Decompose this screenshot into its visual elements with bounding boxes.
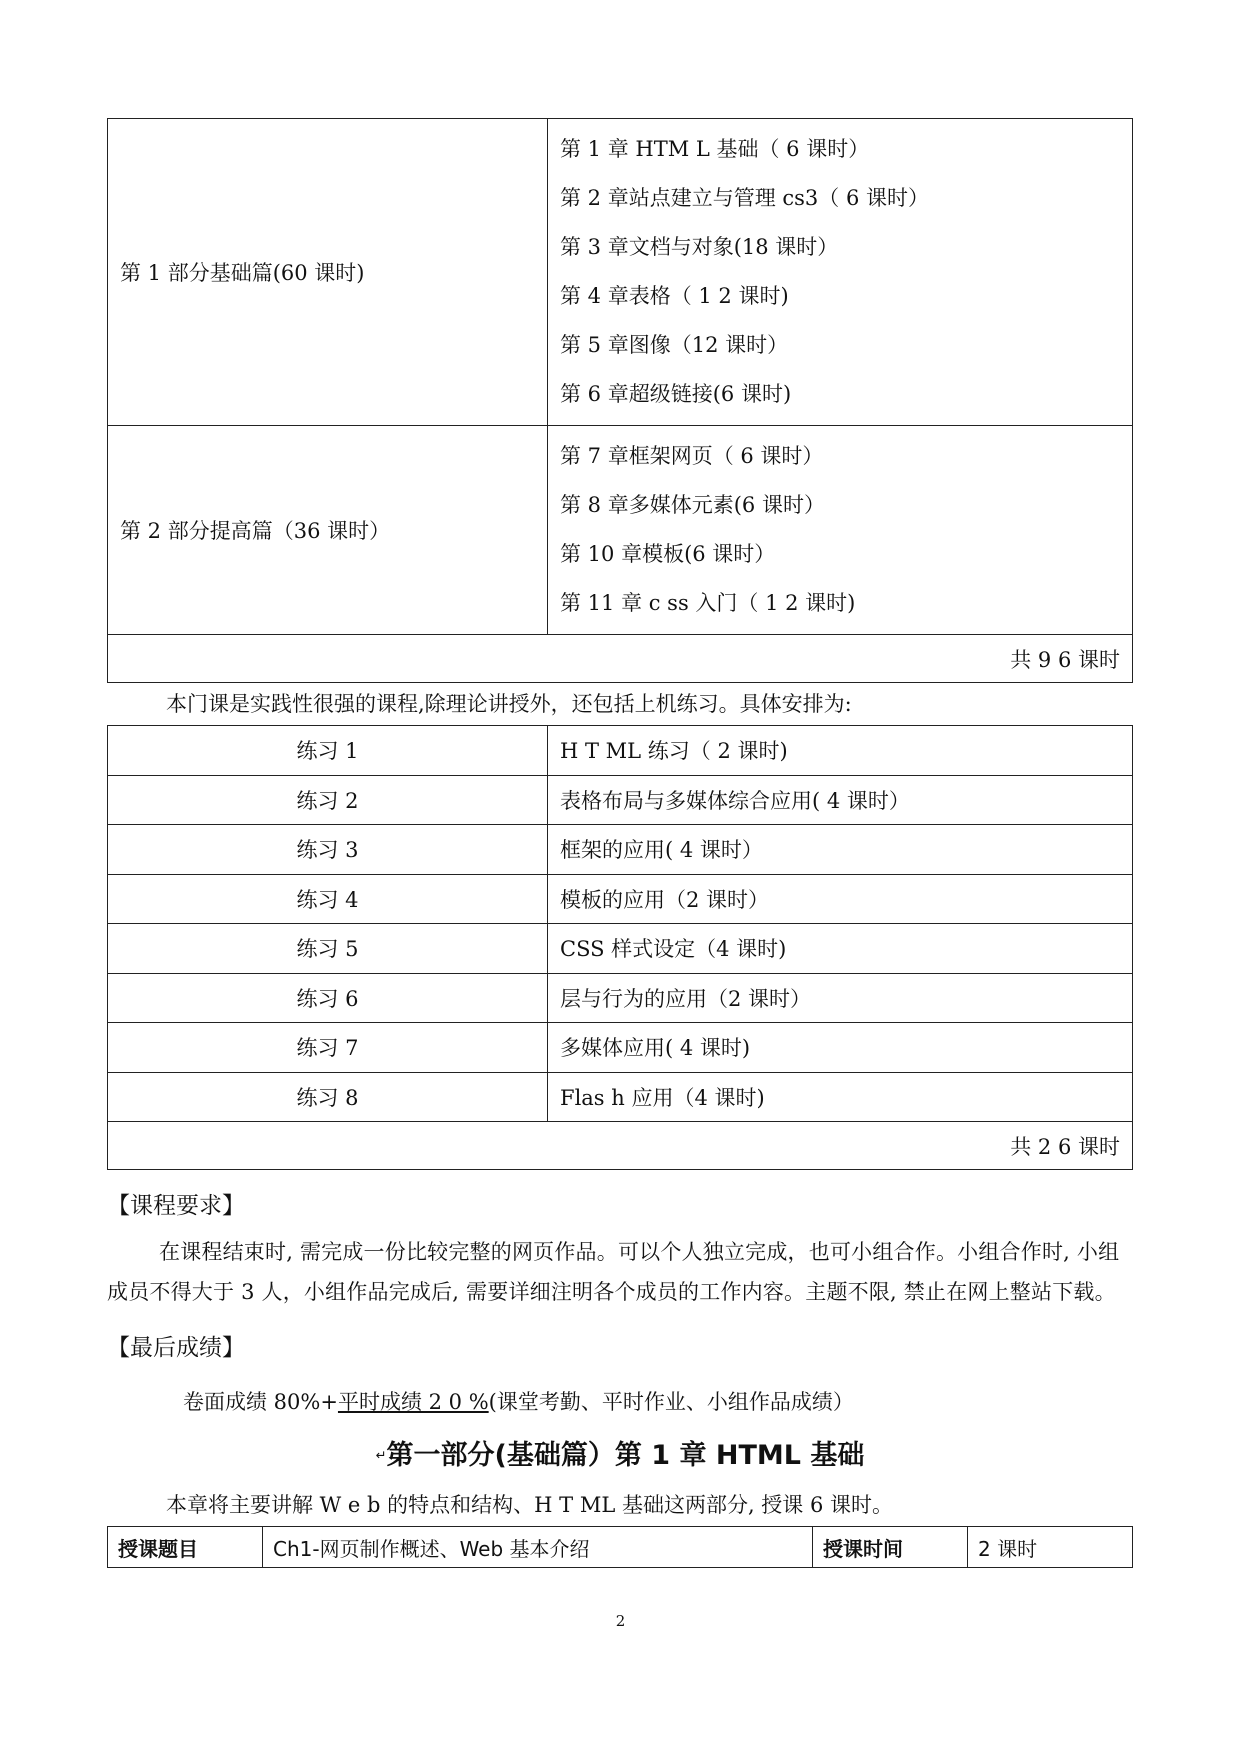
chapter-item: 第 10 章模板(6 课时） [560, 542, 776, 566]
chapter-item: 第 7 章框架网页（ 6 课时） [560, 444, 824, 468]
practice-total-row [108, 1122, 1133, 1170]
practice-table [107, 725, 1133, 1170]
practice-content: 模板的应用（2 课时） [548, 874, 1133, 924]
practice-name: 练习 5 [108, 924, 548, 974]
requirements-text: 在课程结束时, 需完成一份比较完整的网页作品。可以个人独立完成，也可小组合作。小组合作时, 小组成员不得大于 3 人，小组作品完成后, 需要详细注明各个成员的工作内容。主题不限, 禁止在网上整站下载。 [107, 1240, 1120, 1304]
practice-name: 练习 8 [108, 1072, 548, 1122]
schedule-total-row [108, 635, 1133, 683]
practice-row [108, 726, 1133, 776]
chapter-item: 第 3 章文档与对象(18 课时） [560, 235, 839, 259]
practice-name: 练习 2 [108, 775, 548, 825]
course-schedule-table [107, 118, 1133, 683]
lesson-row [108, 1527, 1133, 1568]
practice-content: 表格布局与多媒体综合应用( 4 课时） [548, 775, 1133, 825]
practice-row [108, 973, 1133, 1023]
time-value: 2 课时 [968, 1527, 1133, 1568]
practice-content: CSS 样式设定（4 课时) [548, 924, 1133, 974]
practice-content: 层与行为的应用（2 课时） [548, 973, 1133, 1023]
practice-total: 共 2 6 课时 [108, 1122, 1133, 1170]
practice-content: H T ML 练习（ 2 课时) [548, 726, 1133, 776]
grading-text [107, 1380, 1133, 1424]
practice-intro: 本门课是实践性很强的课程,除理论讲授外，还包括上机练习。具体安排为: [166, 692, 852, 716]
schedule-total: 共 9 6 课时 [108, 635, 1133, 683]
topic-label: 授课题目 [108, 1527, 263, 1568]
grading-heading: 【最后成绩】 [107, 1335, 245, 1361]
practice-content: Flas h 应用（4 课时) [548, 1072, 1133, 1122]
paragraph-mark-icon: ↵ [375, 1448, 387, 1464]
part-name: 第 2 部分提高篇（36 课时） [108, 426, 548, 635]
topic-value: Ch1-网页制作概述、Web 基本介绍 [263, 1527, 813, 1568]
lesson-table [107, 1526, 1133, 1568]
chapter-item: 第 1 章 HTM L 基础（ 6 课时） [560, 137, 870, 161]
practice-row [108, 874, 1133, 924]
document-page [107, 118, 1133, 1568]
grading-note: (课堂考勤、平时作业、小组作品成绩） [488, 1390, 854, 1414]
chapter-item: 第 5 章图像（12 课时） [560, 333, 789, 357]
chapter-list [548, 426, 1133, 635]
page-number: 2 [615, 1612, 626, 1630]
grading-regular: 平时成绩 2 0 % [337, 1390, 489, 1414]
chapter-item: 第 2 章站点建立与管理 cs3（ 6 课时） [560, 186, 929, 210]
chapter-item: 第 6 章超级链接(6 课时) [560, 382, 792, 406]
practice-name: 练习 1 [108, 726, 548, 776]
time-label: 授课时间 [813, 1527, 968, 1568]
practice-name: 练习 6 [108, 973, 548, 1023]
chapter-item: 第 11 章 c ss 入门（ 1 2 课时) [560, 591, 856, 615]
practice-content: 框架的应用( 4 课时） [548, 825, 1133, 875]
part-name: 第 1 部分基础篇(60 课时) [108, 119, 548, 426]
practice-row [108, 1072, 1133, 1122]
part-row [108, 119, 1133, 426]
requirements-heading: 【课程要求】 [107, 1193, 245, 1219]
practice-name: 练习 7 [108, 1023, 548, 1073]
chapter-title-text: 第一部分(基础篇）第 1 章 HTML 基础 [386, 1440, 865, 1471]
practice-row [108, 924, 1133, 974]
practice-name: 练习 4 [108, 874, 548, 924]
chapter-list [548, 119, 1133, 426]
practice-row [108, 1023, 1133, 1073]
practice-row [108, 825, 1133, 875]
chapter-intro: 本章将主要讲解 W e b 的特点和结构、H T ML 基础这两部分, 授课 6 课时。 [166, 1493, 894, 1517]
grading-exam: 卷面成绩 80%+ [183, 1390, 338, 1414]
chapter-title [107, 1428, 1133, 1484]
chapter-item: 第 8 章多媒体元素(6 课时） [560, 493, 825, 517]
chapter-item: 第 4 章表格（ 1 2 课时) [560, 284, 789, 308]
practice-name: 练习 3 [108, 825, 548, 875]
practice-row [108, 775, 1133, 825]
practice-content: 多媒体应用( 4 课时) [548, 1023, 1133, 1073]
part-row [108, 426, 1133, 635]
